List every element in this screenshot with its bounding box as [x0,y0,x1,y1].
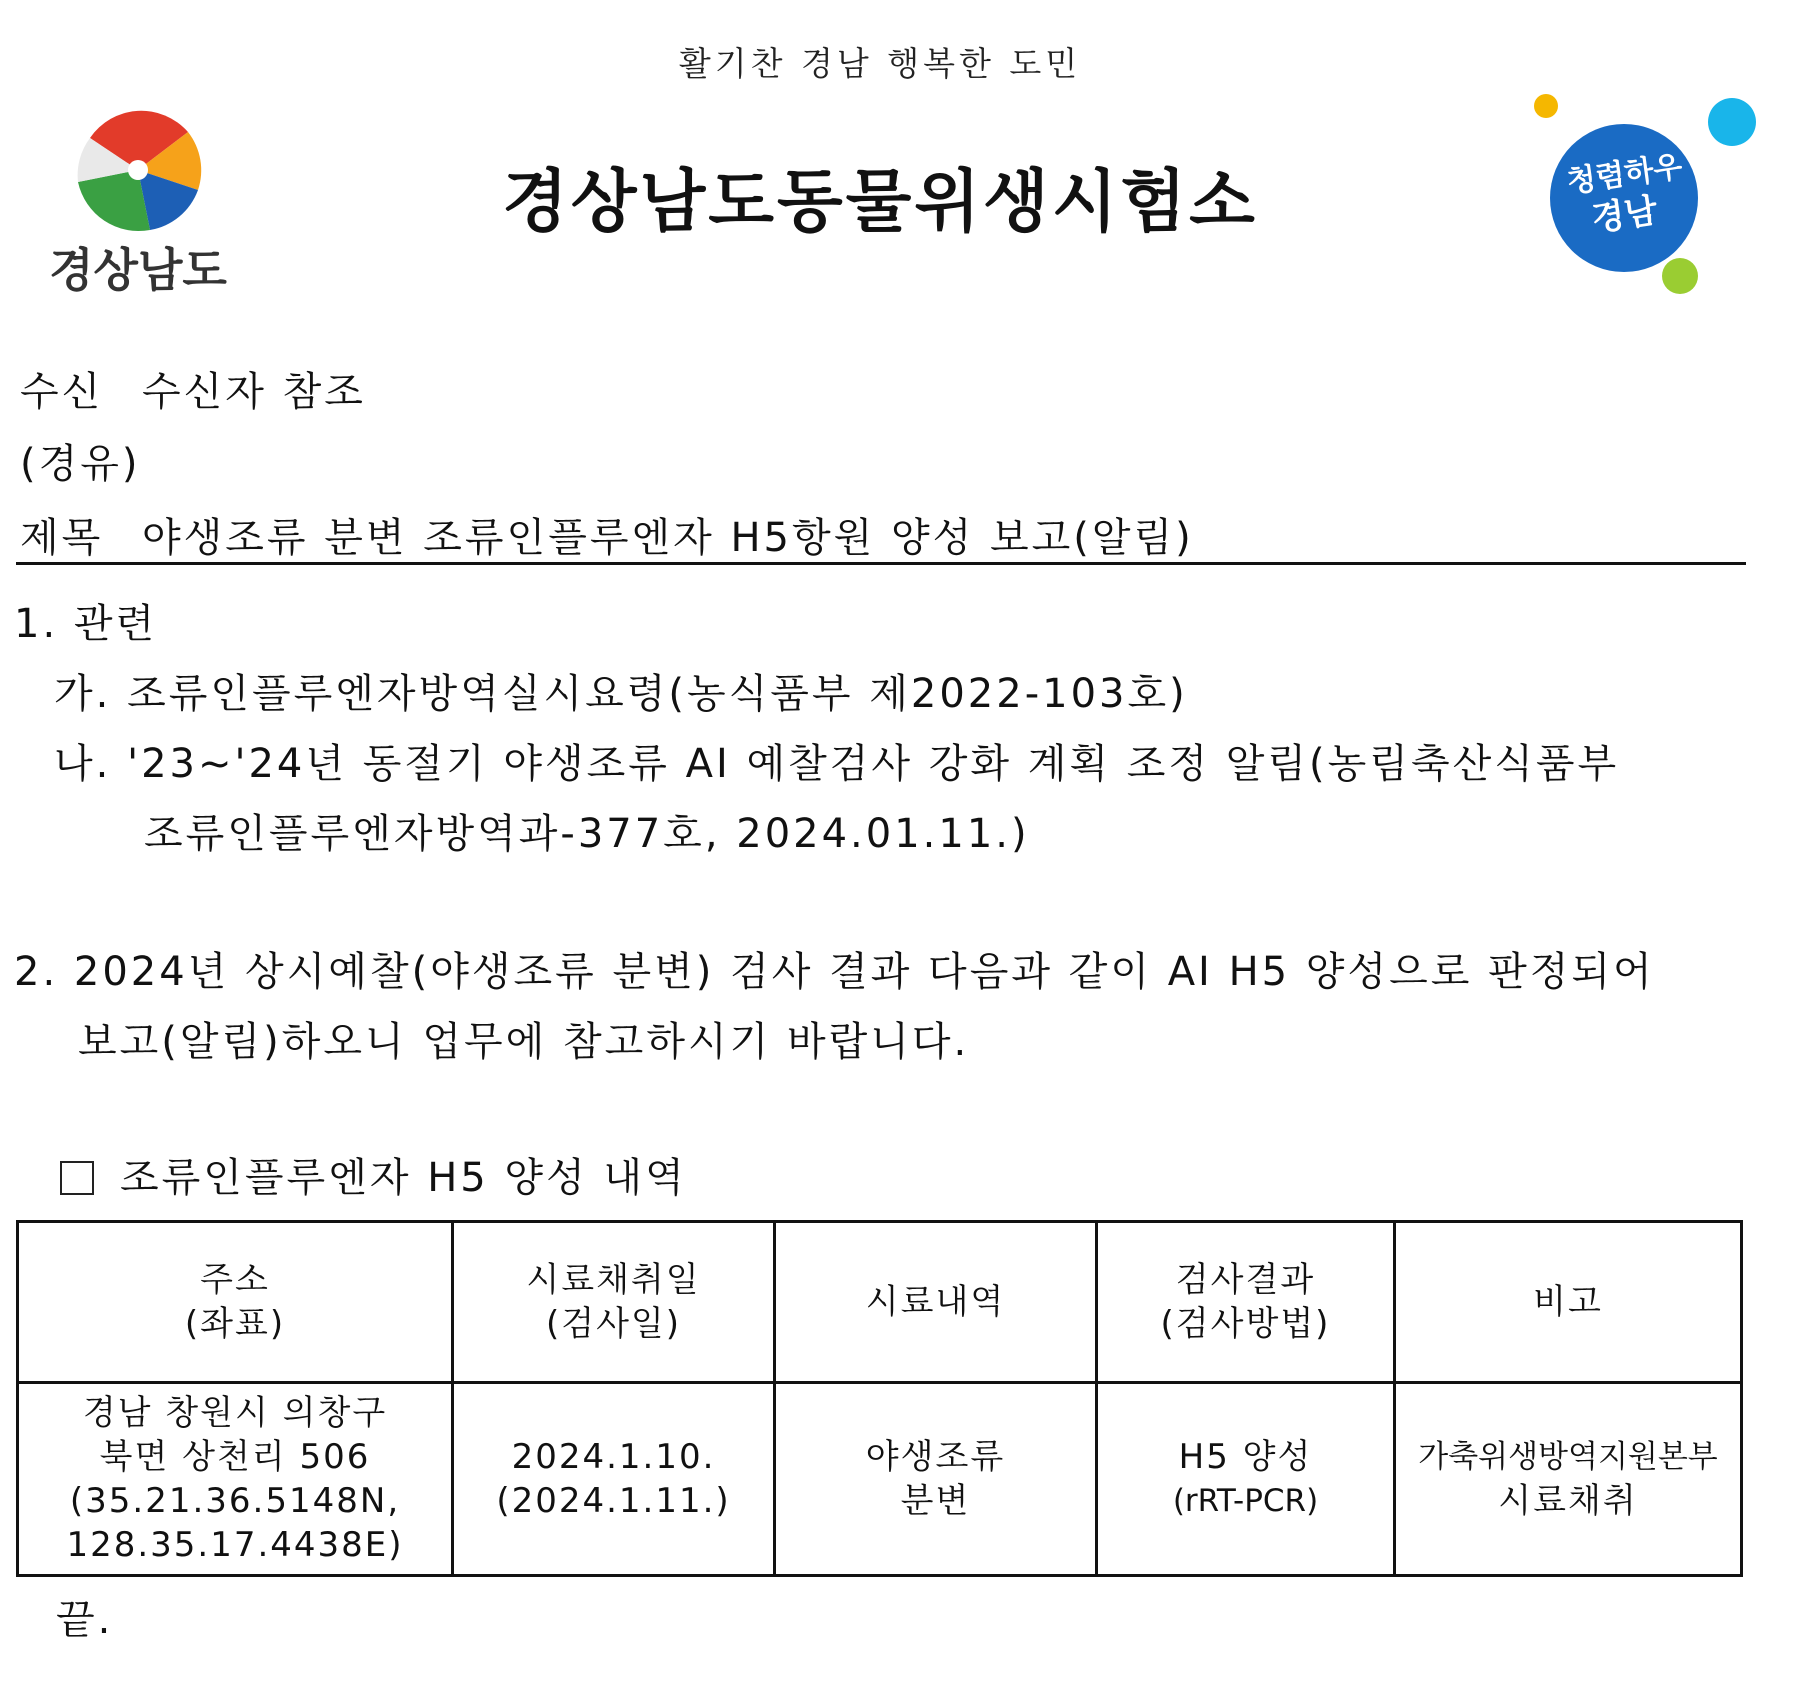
cell-remarks: 가축위생방역지원본부 시료채취 [1395,1383,1742,1576]
header-address: 주소 (좌표) [18,1222,453,1383]
header-sampling-date: 시료채취일 (검사일) [453,1222,775,1383]
slogan: 활기찬 경남 행복한 도민 [678,44,1082,83]
recipient-label: 수신 [20,369,104,415]
subject-line [20,506,1194,563]
item2-line2: 보고(알림)하오니 업무에 참고하시기 바랍니다. [78,1019,970,1065]
section-heading-line [60,1146,687,1203]
cell-sampling-date: 2024.1.10. (2024.1.11.) [453,1383,775,1576]
item2-line1: 2. 2024년 상시예찰(야생조류 분변) 검사 결과 다음과 같이 AI H5 양성으로 판정되어 [14,949,1655,995]
header-sample-type: 시료내역 [775,1222,1097,1383]
item1-b-line2: 조류인플루엔자방역과-377호, 2024.01.11.) [144,811,1030,857]
header-remarks: 비고 [1395,1222,1742,1383]
item1-title: 1. 관련 [14,601,158,647]
logo-left-text: 경상남도 [49,243,227,297]
integrity-gyeongnam-logo-icon [1532,86,1758,300]
header-divider [16,562,1746,565]
recipient-line [20,360,366,417]
svg-text:청렴하우: 청렴하우 [1564,149,1685,200]
cell-address: 경남 창원시 의창구 북면 상천리 506 (35.21.36.5148N, 128.35.17.4438E) [18,1383,453,1576]
section-heading: 조류인플루엔자 H5 양성 내역 [120,1155,687,1201]
subject-value: 야생조류 분변 조류인플루엔자 H5항원 양성 보고(알림) [142,515,1194,561]
organization-title: 경상남도동물위생시험소 [502,163,1258,242]
recipient-value: 수신자 참조 [142,369,366,415]
item1-a: 가. 조류인플루엔자방역실시요령(농식품부 제2022-103호) [54,671,1188,717]
cell-test-result: H5 양성 (rRT-PCR) [1097,1383,1395,1576]
header-test-result: 검사결과 (검사방법) [1097,1222,1395,1383]
cell-sample-type: 야생조류 분변 [775,1383,1097,1576]
subject-label: 제목 [20,515,104,561]
via-line: (경유) [20,441,141,487]
end-mark: 끝. [56,1597,114,1643]
results-table [16,1220,1743,1577]
svg-text:경남: 경남 [1589,190,1660,240]
table-header-row [18,1222,1742,1383]
checkbox-icon [60,1161,94,1195]
item1-b-line1: 나. '23~'24년 동절기 야생조류 AI 예찰검사 강화 계획 조정 알림(농림축산식품부 [54,741,1620,787]
table-row [18,1383,1742,1576]
